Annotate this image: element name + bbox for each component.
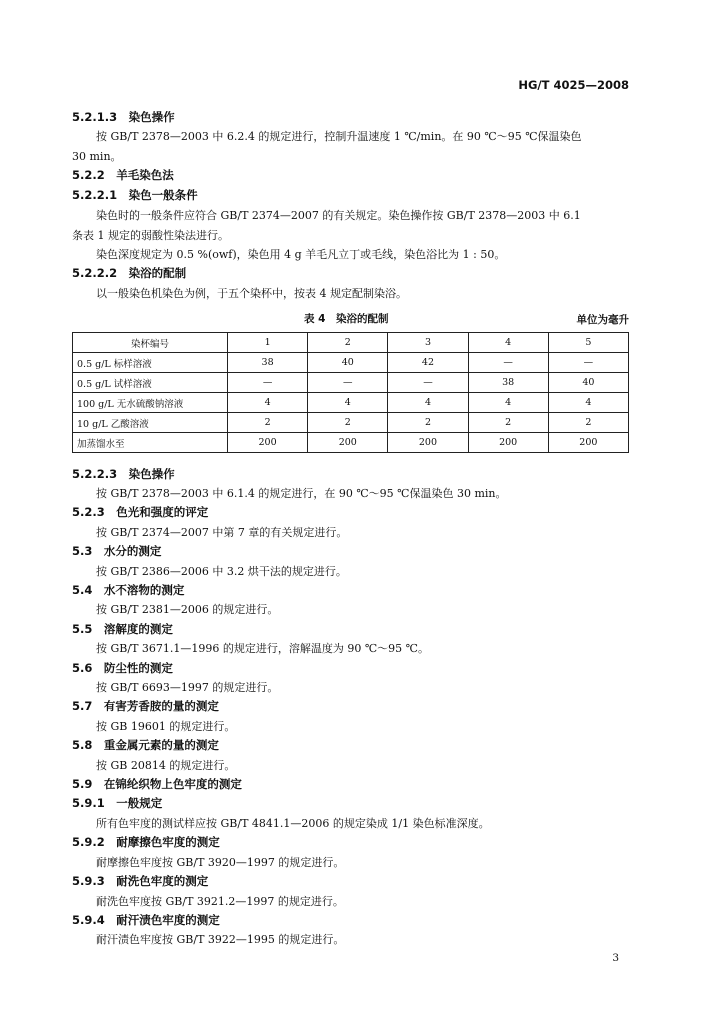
section-heading: 5.9.1 一般规定	[72, 796, 163, 810]
section-heading: 5.7 有害芳香胺的量的测定	[72, 699, 219, 713]
table-cell: 4	[308, 393, 388, 413]
table-cell: 200	[308, 433, 388, 453]
table-row	[73, 433, 629, 453]
section-heading: 5.2.2.2 染浴的配制	[72, 266, 187, 280]
table-header-cell: 2	[308, 333, 388, 353]
table-cell: 4	[468, 393, 548, 413]
section-heading: 5.2.1.3 染色操作	[72, 110, 175, 124]
section-heading: 5.3 水分的测定	[72, 544, 162, 558]
paragraph-line: 耐汗渍色牢度按 GB/T 3922—1995 的规定进行。	[96, 933, 345, 946]
section-heading: 5.2.3 色光和强度的评定	[72, 505, 209, 519]
table-cell: 4	[548, 393, 628, 413]
paragraph-line: 染色时的一般条件应符合 GB/T 2374—2007 的有关规定。染色操作按 GB/T 2378—2003 中 6.1	[96, 209, 581, 222]
table-row	[73, 373, 629, 393]
paragraph-line: 按 GB/T 6693—1997 的规定进行。	[96, 681, 279, 694]
paragraph-line: 所有色牢度的测试样应按 GB/T 4841.1—2006 的规定染成 1/1 染色标准深度。	[96, 817, 490, 830]
table-cell: 4	[388, 393, 468, 413]
paragraph-line: 耐摩擦色牢度按 GB/T 3920—1997 的规定进行。	[96, 856, 345, 869]
table-cell: 2	[228, 413, 308, 433]
table-cell: 2	[548, 413, 628, 433]
section-heading: 5.8 重金属元素的量的测定	[72, 738, 219, 752]
standard-code: HG/T 4025—2008	[518, 78, 629, 92]
table-cell: 200	[388, 433, 468, 453]
table-cell: 38	[468, 373, 548, 393]
table-cell: —	[468, 353, 548, 373]
table-cell: —	[308, 373, 388, 393]
table-cell: —	[388, 373, 468, 393]
section-heading: 5.6 防尘性的测定	[72, 661, 173, 675]
table-cell: 38	[228, 353, 308, 373]
section-heading: 5.5 溶解度的测定	[72, 622, 173, 636]
section-heading: 5.9.2 耐摩擦色牢度的测定	[72, 835, 220, 849]
paragraph-line: 按 GB 19601 的规定进行。	[96, 720, 236, 733]
table-unit: 单位为毫升	[576, 314, 629, 326]
table-cell: 200	[228, 433, 308, 453]
table-cell: 加蒸馏水至	[73, 433, 228, 453]
section-heading: 5.4 水不溶物的测定	[72, 583, 185, 597]
paragraph-line: 按 GB/T 2378—2003 中 6.2.4 的规定进行，控制升温速度 1 ℃/min。在 90 ℃～95 ℃保温染色	[96, 130, 582, 143]
dye-bath-table	[72, 332, 629, 453]
paragraph-line: 按 GB/T 2378—2003 中 6.1.4 的规定进行，在 90 ℃～95 ℃保温染色 30 min。	[96, 487, 507, 500]
table-cell: 0.5 g/L 试样溶液	[73, 373, 228, 393]
table-cell: 2	[388, 413, 468, 433]
table-cell: —	[548, 353, 628, 373]
table-cell: 42	[388, 353, 468, 373]
section-heading: 5.2.2.1 染色一般条件	[72, 188, 198, 202]
section-heading: 5.9.4 耐汗渍色牢度的测定	[72, 913, 220, 927]
table-header-row	[73, 333, 629, 353]
page-number: 3	[612, 952, 619, 964]
paragraph-line: 30 min。	[72, 150, 122, 163]
table-header-cell: 3	[388, 333, 468, 353]
paragraph-line: 按 GB/T 2381—2006 的规定进行。	[96, 603, 279, 616]
paragraph-line: 条表 1 规定的弱酸性染法进行。	[72, 229, 229, 242]
table-row	[73, 393, 629, 413]
table-cell: 200	[468, 433, 548, 453]
paragraph-line: 按 GB/T 3671.1—1996 的规定进行，溶解温度为 90 ℃～95 ℃。	[96, 642, 429, 655]
table-cell: 200	[548, 433, 628, 453]
table-cell: 10 g/L 乙酸溶液	[73, 413, 228, 433]
paragraph-line: 按 GB/T 2386—2006 中 3.2 烘干法的规定进行。	[96, 565, 347, 578]
section-heading: 5.2.2 羊毛染色法	[72, 168, 174, 182]
table-row	[73, 413, 629, 433]
table-header-cell: 4	[468, 333, 548, 353]
paragraph-line: 以一般染色机染色为例，于五个染杯中，按表 4 规定配制染浴。	[96, 287, 407, 300]
table-row	[73, 353, 629, 373]
paragraph-line: 按 GB 20814 的规定进行。	[96, 759, 236, 772]
table-cell: 2	[308, 413, 388, 433]
section-heading: 5.9.3 耐洗色牢度的测定	[72, 874, 209, 888]
table-header-cell: 5	[548, 333, 628, 353]
table-cell: 4	[228, 393, 308, 413]
table-header-cell: 染杯编号	[73, 333, 228, 353]
table-cell: —	[228, 373, 308, 393]
table-cell: 100 g/L 无水硫酸钠溶液	[73, 393, 228, 413]
table-caption: 表 4 染浴的配制	[304, 313, 389, 325]
table-header-cell: 1	[228, 333, 308, 353]
table-cell: 40	[308, 353, 388, 373]
paragraph-line: 耐洗色牢度按 GB/T 3921.2—1997 的规定进行。	[96, 895, 344, 908]
table-cell: 2	[468, 413, 548, 433]
section-heading: 5.2.2.3 染色操作	[72, 467, 175, 481]
paragraph-line: 染色深度规定为 0.5 %(owf)，染色用 4 g 羊毛凡立丁或毛线，染色浴比为 1 : 50。	[96, 248, 506, 261]
table-cell: 40	[548, 373, 628, 393]
table-cell: 0.5 g/L 标样溶液	[73, 353, 228, 373]
section-heading: 5.9 在锦纶织物上色牢度的测定	[72, 777, 242, 791]
paragraph-line: 按 GB/T 2374—2007 中第 7 章的有关规定进行。	[96, 526, 348, 539]
